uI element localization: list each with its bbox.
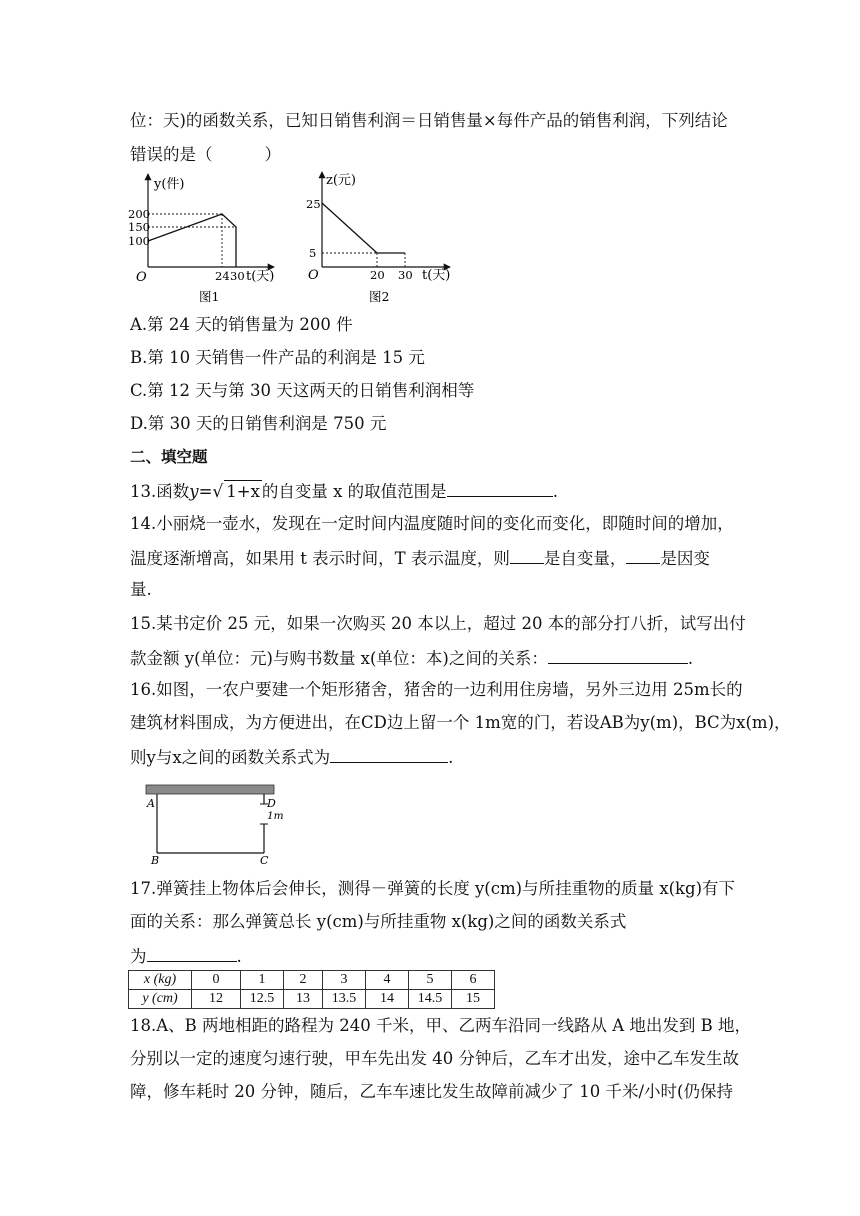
q14-line3: 量.: [130, 580, 152, 599]
label-c: C: [260, 854, 269, 866]
table-cell: 5: [409, 971, 452, 990]
table-cell: 12: [192, 990, 241, 1009]
q12-line2-a: 错误的是（: [130, 145, 213, 164]
q12-line1: 位：天)的函数关系，已知日销售利润＝日销售量×每件产品的销售利润，下列结论: [130, 111, 728, 130]
q18-line2: 分别以一定的速度匀速行驶，甲车先出发 40 分钟后，乙车才出发，途中乙车发生故: [130, 1049, 739, 1068]
pig-pen-figure: [140, 782, 286, 866]
label-d: D: [267, 797, 276, 810]
q16-answer-blank: [330, 745, 448, 763]
q14-line1: 14.小丽烧一壶水，发现在一定时间内温度随时间的变化而变化，即随时间的增加，: [130, 514, 734, 533]
table-cell: 13.5: [323, 990, 366, 1009]
table-header-x: x (kg): [129, 971, 192, 990]
q14-line2-b: 是自变量，: [543, 549, 627, 568]
fig2-profit-line: [322, 203, 405, 253]
fig1-xlabel: t(天): [246, 269, 275, 284]
q12-option-c: C.第 12 天与第 30 天这两天的日销售利润相等: [130, 381, 475, 400]
q16-line3-text: 则y与x之间的函数关系式为: [130, 748, 331, 767]
sqrt-symbol: √: [212, 482, 224, 502]
q17-end: .: [236, 947, 242, 966]
q13-func-y: y=: [189, 482, 213, 501]
fig2-xlabel: t(天): [422, 268, 451, 283]
table-cell: 13: [284, 990, 323, 1009]
q15-line1: 15.某书定价 25 元，如果一次购买 20 本以上，超过 20 本的部分打八折，试写出付: [130, 614, 746, 633]
fig1-ytick-200: 200: [128, 207, 150, 221]
q14-line2-a: 温度逐渐增高，如果用 t 表示时间，T 表示温度，则: [130, 549, 510, 568]
table-cell: 2: [284, 971, 323, 990]
q15-line2-text: 款金额 y(单位：元)与购书数量 x(单位：本)之间的关系：: [130, 649, 548, 668]
fig2-origin: O: [308, 268, 319, 283]
q17-answer-blank: [147, 944, 237, 962]
q13-line: [130, 479, 770, 503]
house-wall: [146, 785, 274, 794]
q16-line1: 16.如图，一农户要建一个矩形猪舍，猪舍的一边利用住房墙，另外三边用 25m长的: [130, 680, 743, 699]
q18-line3: 障，修车耗时 20 分钟，随后，乙车车速比发生故障前减少了 10 千米/小时(仍保持: [130, 1082, 733, 1101]
table-cell: 4: [366, 971, 409, 990]
fig1-ylabel: y(件): [154, 177, 185, 192]
q12-line2-b: ）: [264, 145, 281, 164]
q16-line2: 建筑材料围成，为方便进出，在CD边上留一个 1m宽的门，若设AB为y(m)，BC为x(m)，: [130, 713, 791, 732]
table-row-x: [129, 971, 495, 990]
fig2-caption: 图2: [369, 289, 390, 304]
q14-blank-2: [626, 546, 660, 564]
table-cell: 14: [366, 990, 409, 1009]
fig1-origin: O: [136, 270, 147, 285]
q14-line2: [130, 546, 770, 570]
q15-end: .: [687, 649, 694, 668]
q14-blank-1: [510, 546, 544, 564]
fig2-xtick-30: 30: [398, 268, 413, 282]
figure-2-profit-graph: [300, 168, 460, 306]
table-cell: 0: [192, 971, 241, 990]
q13-prefix: 13.函数: [130, 482, 190, 501]
table-cell: 14.5: [409, 990, 452, 1009]
fig2-ytick-25: 25: [306, 197, 321, 211]
q16-line3: [130, 745, 770, 769]
q15-answer-blank: [548, 646, 688, 664]
fig1-ytick-100: 100: [128, 234, 150, 248]
table-cell: 3: [323, 971, 366, 990]
fig1-ytick-150: 150: [128, 220, 150, 234]
fig2-ytick-5: 5: [309, 246, 317, 260]
fig2-xtick-20: 20: [370, 268, 385, 282]
fig2-ylabel: z(元): [326, 173, 356, 188]
q17-line3: [130, 944, 770, 968]
table-cell: 15: [452, 990, 495, 1009]
q17-line3-text: 为: [130, 947, 147, 966]
fig1-caption: 图1: [199, 289, 220, 304]
table-row-y: [129, 990, 495, 1009]
table-cell: 6: [452, 971, 495, 990]
figure-1-sales-graph: [126, 168, 286, 306]
table-cell: 1: [241, 971, 284, 990]
fig1-xtick-30: 30: [230, 269, 245, 283]
label-door: 1m: [267, 810, 284, 822]
q16-end: .: [448, 748, 454, 767]
q13-radicand: 1+x: [226, 482, 260, 501]
section-title: 二、填空题: [130, 448, 208, 466]
spring-table: [128, 970, 495, 1009]
q12-option-a: A.第 24 天的销售量为 200 件: [130, 315, 353, 334]
q12-line2: [130, 144, 770, 166]
fig1-xtick-24: 24: [215, 269, 230, 283]
fig1-sales-line: [148, 214, 236, 267]
q14-line2-c: 是因变: [660, 549, 710, 568]
q13-answer-blank: [447, 479, 553, 497]
table-cell: 12.5: [241, 990, 284, 1009]
label-a: A: [147, 797, 155, 810]
label-b: B: [151, 854, 160, 866]
q17-line2: 面的关系：那么弹簧总长 y(cm)与所挂重物 x(kg)之间的函数关系式: [130, 912, 627, 931]
q13-suffix: 的自变量 x 的取值范围是: [261, 482, 447, 501]
table-header-y: y (cm): [129, 990, 192, 1009]
q13-end: .: [552, 482, 558, 501]
q15-line2: [130, 646, 770, 670]
q12-option-d: D.第 30 天的日销售利润是 750 元: [130, 414, 387, 433]
q17-line1: 17.弹簧挂上物体后会伸长，测得－弹簧的长度 y(cm)与所挂重物的质量 x(kg)有下: [130, 879, 736, 898]
q12-option-b: B.第 10 天销售一件产品的利润是 15 元: [130, 348, 425, 367]
q18-line1: 18.A、B 两地相距的路程为 240 千米，甲、乙两车沿同一线路从 A 地出发到 B 地，: [130, 1016, 752, 1035]
